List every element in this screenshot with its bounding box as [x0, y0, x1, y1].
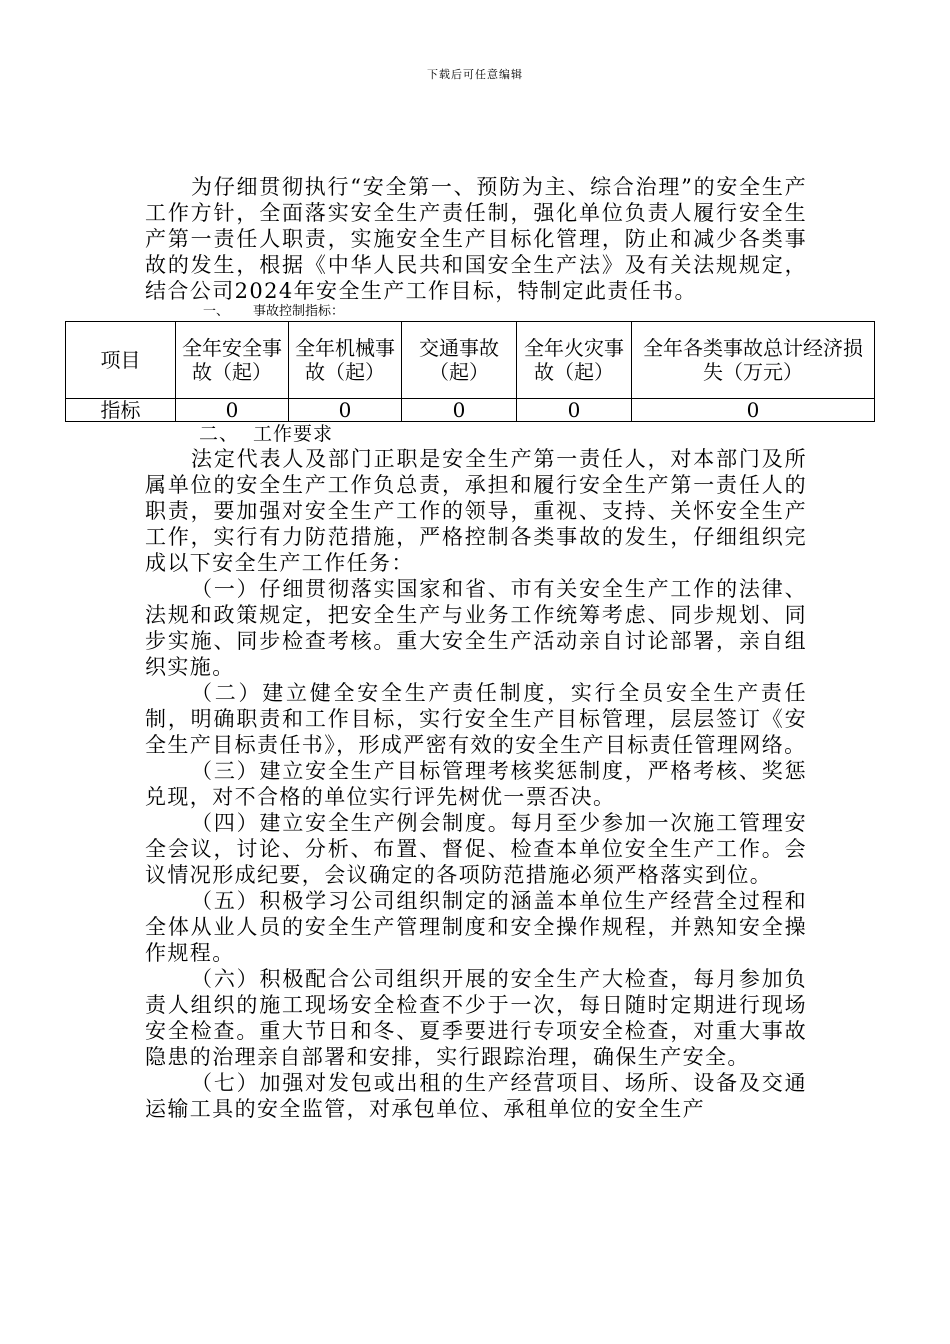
- requirement-item: （一）仔细贯彻落实国家和省、市有关安全生产工作的法律、法规和政策规定，把安全生产与业务工作统筹考虑、同步规划、同步实施、同步检查考核。重大安全生产活动亲自讨论部署，亲自组织实施。: [145, 577, 807, 679]
- header-cell-mechanical-accidents: 全年机械事故（起）: [289, 322, 402, 399]
- requirement-item: （六）积极配合公司组织开展的安全生产大检查，每月参加负责人组织的施工现场安全检查不少于一次，每日随时定期进行现场安全检查。重大节日和冬、夏季要进行专项安全检查，对重大事故隐患的治理亲自部署和安排，实行跟踪治理，确保生产安全。: [145, 967, 807, 1069]
- row-cell-mechanical-value: 0: [289, 399, 402, 422]
- header-cell-fire-accidents: 全年火灾事故（起）: [517, 322, 632, 399]
- intro-paragraph: 为仔细贯彻执行“安全第一、预防为主、综合治理”的安全生产工作方针，全面落实安全生产责任制，强化单位负责人履行安全生产第一责任人职责，实施安全生产目标化管理，防止和减少各类事故的发生，根据《中华人民共和国安全生产法》及有关法规规定，结合公司2024年安全生产工作目标，特制定此责任书。: [145, 175, 807, 303]
- row-cell-label: 指标: [66, 399, 176, 422]
- header-cell-item: 项目: [66, 322, 176, 399]
- section-1-number: 一、: [203, 304, 230, 319]
- section-2-heading: [145, 422, 807, 446]
- requirement-item: （七）加强对发包或出租的生产经营项目、场所、设备及交通运输工具的安全监管，对承包单位、承租单位的安全生产: [145, 1071, 807, 1121]
- header-cell-economic-loss: 全年各类事故总计经济损失（万元）: [632, 322, 875, 399]
- requirement-item: （五）积极学习公司组织制定的涵盖本单位生产经营全过程和全体从业人员的安全生产管理制度和安全操作规程，并熟知安全操作规程。: [145, 889, 807, 965]
- row-cell-loss-value: 0: [632, 399, 875, 422]
- row-cell-traffic-value: 0: [402, 399, 517, 422]
- row-cell-safety-value: 0: [176, 399, 289, 422]
- requirement-item: （二）建立健全安全生产责任制度，实行全员安全生产责任制，明确职责和工作目标，实行安全生产目标管理，层层签订《安全生产目标责任书》，形成严密有效的安全生产目标责任管理网络。: [145, 681, 807, 757]
- requirements-intro-paragraph: 法定代表人及部门正职是安全生产第一责任人，对本部门及所属单位的安全生产工作负总责，承担和履行安全生产第一责任人的职责，要加强对安全生产工作的领导，重视、支持、关怀安全生产工作，实行有力防范措施，严格控制各类事故的发生，仔细组织完成以下安全生产工作任务：: [145, 447, 807, 575]
- accident-control-table: [65, 321, 875, 422]
- table-header-row: [66, 322, 875, 399]
- page-header-note: 下载后可任意编辑: [427, 68, 523, 81]
- header-cell-safety-accidents: 全年安全事故（起）: [176, 322, 289, 399]
- section-2-number: 二、: [199, 423, 240, 445]
- row-cell-fire-value: 0: [517, 399, 632, 422]
- table-row: [66, 399, 875, 422]
- header-cell-traffic-accidents: 交通事故（起）: [402, 322, 517, 399]
- section-1-title: 事故控制指标：: [253, 304, 345, 319]
- requirement-item: （三）建立安全生产目标管理考核奖惩制度，严格考核、奖惩兑现，对不合格的单位实行评先树优一票否决。: [145, 759, 807, 809]
- section-1-heading: [145, 304, 807, 320]
- document-body: [100, 174, 863, 1122]
- section-2-title: 工作要求: [253, 423, 334, 445]
- requirement-item: （四）建立安全生产例会制度。每月至少参加一次施工管理安全会议，讨论、分析、布置、督促、检查本单位安全生产工作。会议情况形成纪要，会议确定的各项防范措施必须严格落实到位。: [145, 811, 807, 887]
